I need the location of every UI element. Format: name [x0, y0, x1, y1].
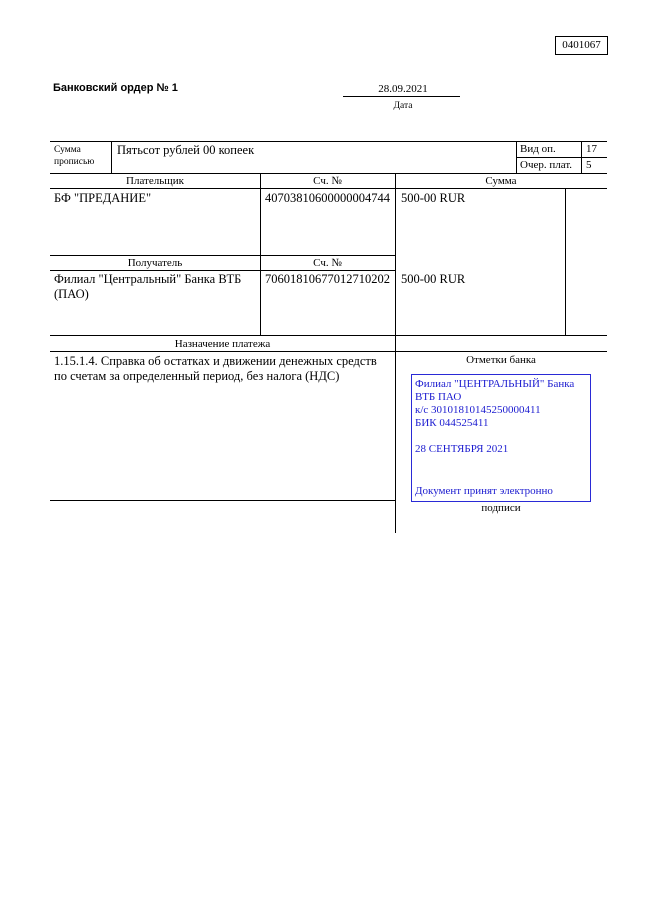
- bank-stamp: [411, 374, 591, 502]
- op-type-divider: [516, 157, 607, 158]
- stamp-line-bank-name: ВТБ ПАО: [415, 391, 462, 403]
- date-value: 28.09.2021: [378, 83, 428, 95]
- date-label: Дата: [393, 101, 413, 111]
- date-underline: [343, 96, 460, 97]
- recipient-header-top-border: [50, 255, 395, 256]
- purpose-header-bottom-border: [50, 351, 607, 352]
- stamp-line-bik: БИК 044525411: [415, 417, 489, 429]
- amount-words-label: Сумма прописью: [54, 145, 95, 167]
- table-top-border: [50, 141, 607, 142]
- payer-account: 40703810600000004744: [265, 191, 390, 205]
- recipient-account-header: Сч. №: [313, 257, 342, 269]
- signatures-label: подписи: [481, 502, 521, 514]
- amount-words-bottom-border: [50, 173, 607, 174]
- recipient-header: Получатель: [127, 257, 183, 269]
- payer-header-bottom-border: [50, 188, 395, 189]
- recipient-sum: 500-00 RUR: [401, 272, 466, 286]
- op-type-left-divider: [516, 141, 517, 173]
- purpose-header: Назначение платежа: [174, 338, 271, 350]
- priority-label: Очер. плат.: [520, 159, 573, 171]
- op-type-value-divider: [581, 141, 582, 173]
- payer-header: Плательщик: [126, 175, 184, 187]
- stamp-line-corr-account: к/с 30101810145250000411: [415, 404, 541, 416]
- purpose-text: 1.15.1.4. Справка об остатках и движении денежных средств по счетам за определенный период, без налога (НДС): [54, 354, 377, 383]
- payer-sum: 500-00 RUR: [401, 191, 466, 205]
- op-type-value: 17: [586, 143, 597, 155]
- bank-marks-header: Отметки банка: [466, 354, 536, 366]
- sum-column-divider: [395, 173, 396, 533]
- form-code-box: 0401067: [555, 36, 608, 55]
- payer-account-header: Сч. №: [313, 175, 342, 187]
- recipient-name: Филиал "Центральный" Банка ВТБ (ПАО): [54, 272, 242, 301]
- stamp-line-date: 28 СЕНТЯБРЯ 2021: [415, 443, 509, 455]
- sum-header: Сумма: [485, 175, 517, 187]
- sum-header-bottom-border: [395, 188, 607, 189]
- op-type-label: Вид оп.: [520, 143, 556, 155]
- sum-right-divider: [565, 188, 566, 335]
- parties-bottom-border: [50, 335, 607, 336]
- amount-label-divider: [111, 141, 112, 173]
- stamp-line-bank: Филиал "ЦЕНТРАЛЬНЫЙ" Банка: [415, 378, 575, 390]
- recipient-header-bottom-border: [50, 270, 395, 271]
- amount-words-value: Пятьсот рублей 00 копеек: [117, 143, 255, 157]
- stamp-line-accepted: Документ принят электронно: [415, 485, 553, 497]
- document-title: Банковский ордер № 1: [53, 82, 178, 94]
- recipient-account: 70601810677012710202: [265, 272, 390, 286]
- priority-value: 5: [586, 159, 592, 171]
- payer-name: БФ "ПРЕДАНИЕ": [54, 191, 152, 205]
- purpose-bottom-border: [50, 500, 395, 501]
- account-column-divider: [260, 173, 261, 335]
